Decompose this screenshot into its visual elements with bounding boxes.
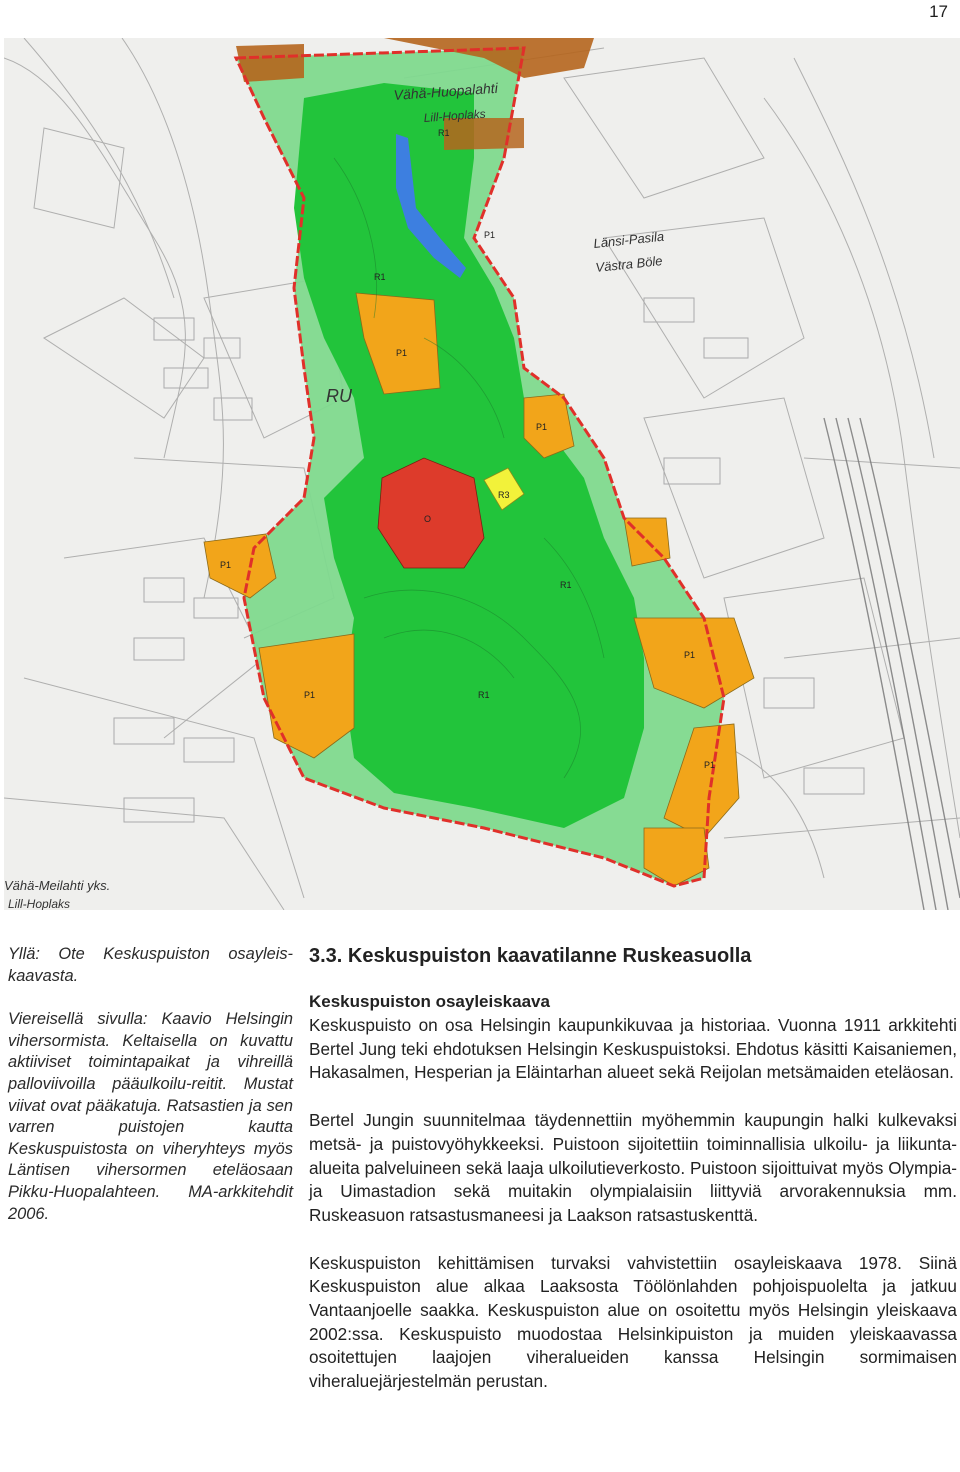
zone-label: R1 — [478, 690, 490, 700]
place-name: Vähä-Meilahti yks. — [4, 878, 111, 893]
place-name: Länsi-Pasila — [592, 228, 665, 251]
body-paragraph: Keskuspuiston kehittämisen turvaksi vahvistettiin osayleiskaava 1978. Siinä Keskuspuiston alue alkaa Laaksosta Töölönlahden pohjoispuolelta ja jatkuu Vantaanjoelle saakka. Keskuspuiston alue on osoitettu myös Helsingin yleiskaava 2002:ssa. Keskuspuisto muodostaa Helsinkipuiston ja muiden yleiskaavassa osoitettujen laajojen viheralueiden kanssa Helsingin sormimaisen viheraluejärjestelmän perustan. — [309, 1252, 957, 1392]
zone-label: P1 — [684, 650, 696, 660]
caption-paragraph: Viereisellä sivulla: Kaavio Helsingin vihersormista. Keltaisella on kuvattu aktiiviset toimintapaikat ja vihreillä palloviivoilla pääulkoilu-reitit. Mustat viivat ovat pääkatuja. Ratsastien ja sen varren puistojen kautta Keskuspuistosta on viheryhteys myös Läntisen vihersormen eteläosaan Pikku-Huopalahteen. MA-arkkitehdit 2006. — [8, 1010, 293, 1223]
caption-paragraph: Yllä: Ote Keskuspuiston osayleis-kaavasta. — [8, 945, 293, 985]
zone-label: R1 — [438, 128, 450, 138]
body-paragraph: Keskuspuisto on osa Helsingin kaupunkikuvaa ja historiaa. Vuonna 1911 arkkitehti Bertel Jung teki ehdotuksen Helsingin Keskuspuistoksi. Ehdotus käsitti Kaisaniemen, Hakasalmen, Hesperian ja Eläintarhan alueet sekä Reijolan metsämaiden eteläosan. — [309, 1015, 957, 1083]
master-plan-map — [4, 38, 960, 910]
zone-brown-left — [444, 118, 524, 150]
page-number: 17 — [929, 2, 948, 21]
place-name: Vähä-Huopalahti — [393, 79, 499, 103]
place-name: Lill-Hoplaks — [8, 897, 71, 910]
article-body — [309, 944, 957, 1394]
place-name: Västra Böle — [594, 253, 664, 275]
section-subheading: Keskuspuiston osayleiskaava — [309, 992, 550, 1011]
zone-label: P1 — [220, 560, 232, 570]
place-name: Lill-Hoplaks — [423, 106, 487, 125]
zone-label: P1 — [536, 422, 548, 432]
zone-label: P1 — [484, 230, 496, 240]
zone-label: O — [424, 514, 432, 524]
zone-label: P1 — [304, 690, 316, 700]
figure-caption — [8, 944, 293, 1225]
section-heading: 3.3. Keskuspuiston kaavatilanne Ruskeasuolla — [309, 945, 752, 967]
railway-lines — [824, 418, 960, 910]
zone-label: R3 — [498, 490, 510, 500]
zone-label: P1 — [704, 760, 716, 770]
place-name: RU — [326, 386, 352, 406]
body-paragraph: Bertel Jungin suunnitelmaa täydennettiin myöhemmin kaupungin halki kulkevaksi metsä- ja puistovyöhykkeeksi. Puistoon sijoitettiin toiminnallisia ulkoilu- ja liikunta-alueita palveluineen sekä laaja ulkoilutieverkosto. Puistoon sijoittuivat myös Olympia- ja Uimastadion sekä muitakin olympialaisiin liittyviä arvorakennuksia mm. Ruskeasuon ratsastusmaneesi ja Laakson ratsastuskenttä. — [309, 1110, 957, 1225]
zone-label: R1 — [374, 272, 386, 282]
zone-label: R1 — [560, 580, 572, 590]
zone-brown-top — [236, 44, 304, 82]
zone-label: P1 — [396, 348, 408, 358]
